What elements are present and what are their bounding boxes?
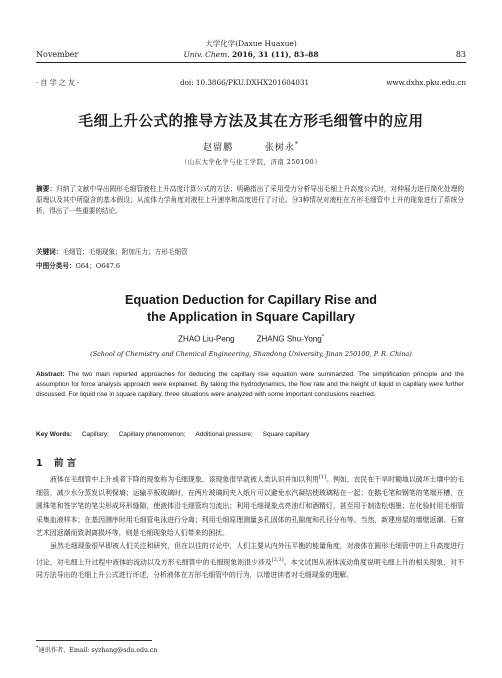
footnote-mark: * [36, 645, 39, 651]
keyword-en-4: Square capillary [262, 431, 310, 438]
affiliation-cn: （山东大学化学与化工学院，济南 250100） [180, 158, 322, 166]
header-rule [36, 62, 466, 63]
title-cn: 毛细上升公式的推导方法及其在方形毛细管中的应用 [78, 114, 424, 130]
classification-cn-text: G64；O647.6 [75, 262, 121, 270]
abstract-en [36, 370, 464, 401]
corresponding-mark-en: * [321, 334, 324, 340]
keywords-cn [36, 246, 188, 256]
body-paragraph-1 [36, 471, 464, 540]
journal-citation [0, 49, 502, 60]
footnote-text: 通讯作者，Email: syzhang@sdu.edu.cn [38, 647, 158, 655]
paragraph-2-rest: 。本文试图从液体流动角度说明毛细上升的相关现象，对不同方法导出的毛细上升公式进行评述，分析液体在方形毛细管中的行为，以增进读者对毛细现象的理解。 [36, 558, 464, 580]
citation-ref-2: [2,3] [271, 556, 284, 563]
keywords-cn-text: 毛细管；毛细现象；附加压力；方形毛细管 [62, 248, 188, 256]
citation-ref-1: [1] [318, 474, 327, 480]
keywords-en-label: Key Words: [36, 431, 72, 438]
abstract-en-label: Abstract: [36, 371, 65, 378]
title-en-line2: the Application in Square Capillary [146, 310, 356, 324]
affiliation-en: (School of Chemistry and Chemical Engineering, Shandong University, Jinan 250100, P. R. China) [90, 350, 412, 358]
paragraph-2-start: 虽然毛细现象很早即被人们关注和研究，但在以往的讨论中，人们主要从内外压平衡的能量角度，对液体在圆形毛细管中的上升高度进行讨论，对毛细上升过程中液体的流动以及方形毛细管中的毛细现象则很少涉及 [36, 542, 464, 567]
classification-cn-label: 中图分类号： [36, 262, 76, 270]
abstract-cn-label: 摘要： [36, 185, 57, 193]
doi-text: doi: 10.3866/PKU.DXHX201604031 [180, 78, 310, 87]
keyword-en-1: Capillary; [81, 431, 109, 438]
section-heading [36, 455, 76, 469]
author-en-1: ZHAO Liu-Peng [178, 334, 235, 344]
section-number: 1 [36, 458, 43, 469]
abstract-en-text: The two main reported approaches for deducing the capillary rise equation were summarized. The simplification principle and the assumption for force analysis approach were explained. By taking the hydrodynamics, the flow rate and the height of liquid in capillary were further discussed. For liquid rise in square capillary, three situations were analyzed with some important conclusions reached. [36, 371, 464, 399]
column-tag: ·自学之友· [36, 78, 82, 87]
classification-cn [36, 260, 120, 270]
footnote-rule [36, 640, 152, 641]
authors-cn [0, 140, 502, 153]
authors-en [0, 334, 502, 344]
paragraph-1-rest: 。例如，农民在干旱时锄地以破坏土壤中的毛细管，减少水分蒸发以利保墒；运输平板玻璃时，在两片玻璃间夹入纸片可以避免水汽凝结使玻璃粘在一起；在鹅毛笔和钢笔的笔端开槽、在圆珠笔和签字笔的笔尖形成环形缝隙，使液体沿毛细管均匀流出；利用毛细现象点亮油灯和酒精灯，甚至用于制造松烟墨；在化验时用毛细管采集血液样本；在基因测序时用毛细管电泳进行分离；利用毛细原理测量多孔固体的孔隙度和孔径分布等。当然，新建房屋的墙壁返潮、石窟艺术因返潮而致剥离损坏等，则是毛细现象给人们带来的困扰。 [36, 475, 464, 537]
corresponding-mark: * [294, 141, 299, 148]
abstract-cn [36, 184, 464, 217]
title-en-line1: Equation Deduction for Capillary Rise and [125, 293, 377, 307]
keywords-en [36, 431, 309, 438]
header-month: November [36, 50, 79, 59]
footnote [36, 645, 157, 654]
title-en [0, 292, 502, 326]
header-journal [0, 38, 502, 60]
citation-detail: 2016, 31 (11), 83–88 [232, 50, 319, 59]
keyword-en-3: Additional pressure; [195, 431, 253, 438]
author-cn-2: 张树永 [264, 143, 295, 153]
keyword-en-2: Capillary phenomenon; [118, 431, 186, 438]
body-paragraph-2 [36, 540, 464, 583]
abstract-cn-text: 归纳了文献中导出圆形毛细管液柱上升高度计算公式的方法；明确指出了采用受力分析导出毛细上升高度公式时，对伸展力进行简化处理的原理以及其中所隐含的基本假设；从流体力学角度对液柱上升速率和高度进行了讨论。分3种情况对液柱在方形毛细管中上升的现象进行了系统分析，得出了一些重要的结论。 [36, 185, 465, 215]
author-en-2: ZHANG Shu-Yong [256, 334, 322, 344]
journal-name-cn: 大学化学(Daxue Huaxue) [205, 39, 297, 48]
journal-abbrev: Univ. Chem. [183, 50, 230, 59]
keywords-cn-label: 关键词： [36, 248, 63, 256]
body-text [36, 471, 464, 583]
journal-url: www.dxhx.pku.edu.cn [386, 78, 466, 87]
paragraph-1-start: 液体在毛细管中上升或者下降的现象称为毛细现象，该现象很早就被人类认识并加以利用 [50, 475, 319, 484]
author-cn-1: 赵留鹏 [203, 143, 234, 153]
header-page-number: 83 [455, 50, 466, 59]
section-title: 前 言 [54, 458, 77, 469]
